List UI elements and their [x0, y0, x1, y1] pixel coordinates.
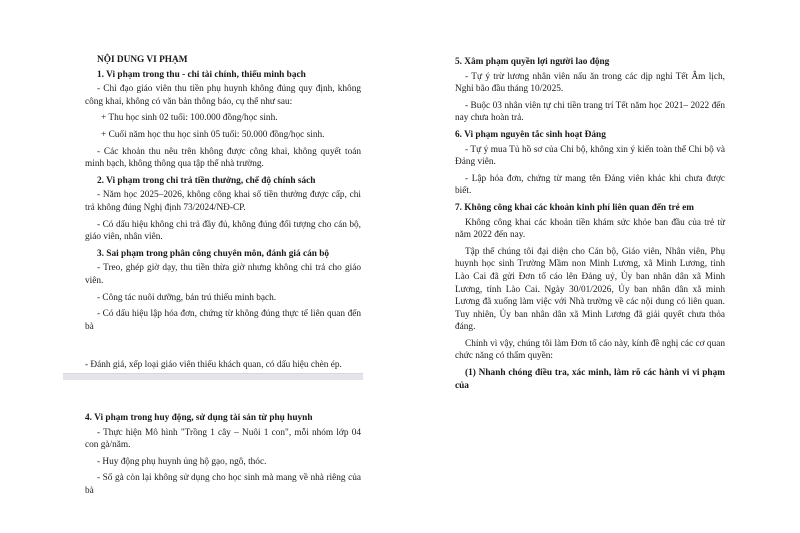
- heading-6: 6. Vi phạm nguyên tắc sinh hoạt Đảng: [455, 129, 606, 140]
- paragraph: Tập thể chúng tôi đại diện cho Cán bộ, Giáo viên, Nhân viên, Phụ huynh học sinh Trường Mầm non Minh Lương, xã Minh Lương, tỉnh Lào Cai đã gửi Đơn tố cáo lên Đảng uỷ, Ủy ban nhân dân xã Minh Lương, tỉnh Lào Cai. Ngày 30/01/2026, Ủy ban nhân dân xã minh Lương đã xuống làm việc với Nhà trường về các nội dung có liên quan. Tuy nhiên, Ủy ban nhân dân xã Minh Lương đã giải quyết chưa thỏa đáng.: [455, 246, 725, 333]
- paragraph: Không công khai các khoản tiền khám sức khỏe ban đầu của trẻ từ năm 2022 đến nay.: [455, 217, 725, 241]
- paragraph: - Lập hóa đơn, chứng từ mang tên Đảng viên khác khi chưa được biết.: [455, 173, 725, 197]
- page-separator: [63, 373, 363, 380]
- paragraph: - Công tác nuôi dưỡng, bán trú thiếu minh bạch.: [97, 292, 277, 303]
- left-page-upper: [85, 54, 361, 376]
- paragraph: - Đánh giá, xếp loại giáo viên thiếu khách quan, có dấu hiệu chèn ép.: [85, 360, 342, 371]
- heading-4: 4. Vi phạm trong huy động, sử dụng tài sản từ phụ huynh: [85, 413, 313, 423]
- paragraph: - Số gà còn lại không sử dụng cho học sinh mà mang về nhà riêng của bà: [85, 473, 361, 496]
- paragraph: - Tự ý mua Tủ hồ sơ của Chi bộ, không xin ý kiến toàn thể Chi bộ và Đảng viên.: [455, 144, 725, 168]
- paragraph: - Buộc 03 nhân viên tự chi tiền trang trí Tết năm học 2021– 2022 đến nay chưa hoàn trả.: [455, 100, 725, 124]
- paragraph: - Thực hiện Mô hình "Trồng 1 cây – Nuôi 1 con", mỗi nhóm lớp 04 con gà/năm.: [85, 427, 361, 451]
- left-page-lower: [85, 410, 361, 502]
- paragraph: - Treo, ghép giờ dạy, thu tiền thừa giờ nhưng không chi trả cho giáo viên.: [85, 263, 361, 286]
- heading-1: 1. Vi phạm trong thu - chi tài chính, thiếu minh bạch: [97, 69, 306, 80]
- paragraph: + Thu học sinh 02 tuổi: 100.000 đồng/học sinh.: [101, 113, 278, 124]
- paragraph: - Huy động phụ huynh ủng hộ gạo, ngô, thóc.: [97, 456, 267, 467]
- request-point-1: (1) Nhanh chóng điều tra, xác minh, làm rõ các hành vi vi phạm của: [455, 368, 725, 391]
- section-title: NỘI DUNG VI PHẠM: [97, 55, 188, 65]
- paragraph: - Năm học 2025–2026, không công khai số tiền thưởng được cấp, chi trả không đúng Nghị định 73/2024/NĐ-CP.: [85, 190, 361, 213]
- paragraph: - Tự ý trừ lương nhân viên nấu ăn trong các dịp nghỉ Tết Âm lịch, Nghỉ bão đầu tháng 10/2025.: [455, 71, 725, 95]
- paragraph: - Có dấu hiệu không chi trả đầy đủ, không đúng đối tượng cho cán bộ, giáo viên, nhân viên.: [85, 219, 361, 243]
- heading-5: 5. Xâm phạm quyền lợi người lao động: [455, 57, 610, 67]
- paragraph: - Các khoản thu nêu trên không được công khai, không quyết toán minh bạch, không thông qua tập thể nhà trường.: [85, 146, 361, 170]
- paragraph: Chính vì vậy, chúng tôi làm Đơn tố cáo này, kính đề nghị các cơ quan chức năng có thẩm quyền:: [455, 338, 725, 362]
- heading-2: 2. Vi phạm trong chi trả tiền thưởng, chế độ chính sách: [97, 175, 316, 186]
- paragraph: + Cuối năm học thu học sinh 05 tuổi: 50.000 đồng/học sinh.: [101, 129, 325, 140]
- right-page: [455, 54, 725, 396]
- heading-3: 3. Sai phạm trong phân công chuyên môn, đánh giá cán bộ: [97, 248, 330, 259]
- paragraph: - Chỉ đạo giáo viên thu tiền phụ huynh không đúng quy định, không công khai, không có văn bản thông báo, cụ thể như sau:: [85, 84, 361, 107]
- paragraph: - Có dấu hiệu lập hóa đơn, chứng từ không đúng thực tế liên quan đến bà: [85, 309, 361, 332]
- heading-7: 7. Không công khai các khoản kinh phí liên quan đến trẻ em: [455, 202, 694, 213]
